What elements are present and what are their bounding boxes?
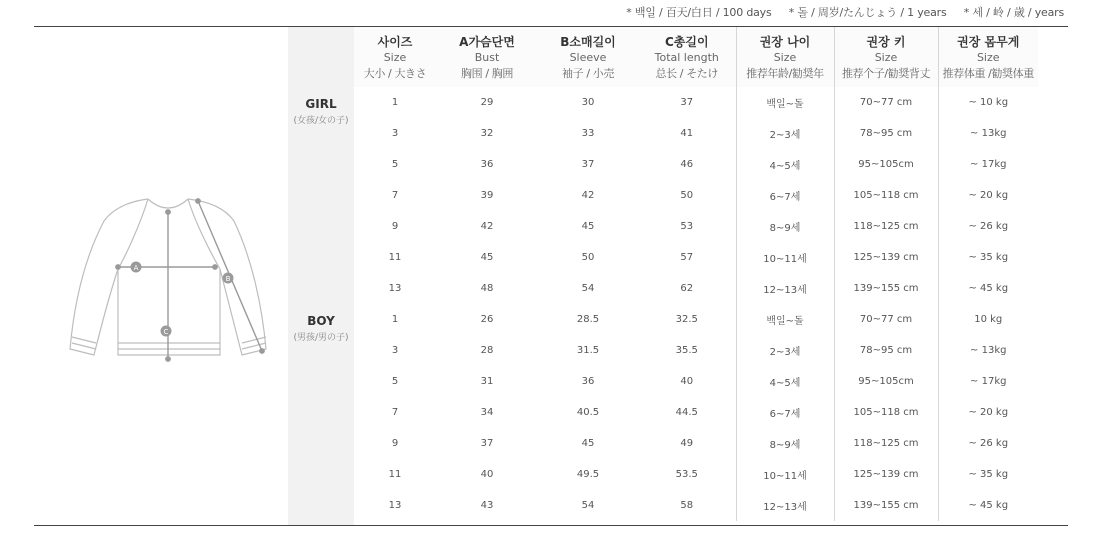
- svg-text:A: A: [133, 264, 139, 272]
- cell-size: 13: [388, 283, 402, 294]
- cell-recommended-height: 78~95 cm: [834, 335, 938, 366]
- cell-size: 11: [388, 469, 402, 480]
- table-row: [354, 366, 1038, 397]
- cell-size: 9: [391, 221, 399, 232]
- marker-c: [161, 326, 172, 337]
- cell-recommended-weight: ~ 13kg: [938, 335, 1038, 366]
- svg-text:B: B: [225, 275, 231, 283]
- cell-recommended-height: 139~155 cm: [834, 273, 938, 304]
- cell-recommended-weight: ~ 13kg: [938, 118, 1038, 149]
- cell-recommended-age: 12~13세: [736, 273, 834, 304]
- cell-total-length: 53: [680, 221, 694, 232]
- cell-size: 9: [391, 438, 399, 449]
- cell-sleeve: 30: [581, 97, 595, 108]
- cell-sleeve: 28.5: [576, 314, 600, 325]
- col-header-size: 사이즈 Size 大小 / 大きさ: [354, 27, 436, 87]
- cell-recommended-height: 70~77 cm: [834, 304, 938, 335]
- cell-size: 3: [391, 128, 399, 139]
- cell-recommended-age: 4~5세: [736, 366, 834, 397]
- cell-recommended-weight: ~ 45 kg: [938, 273, 1038, 304]
- cell-total-length: 35.5: [675, 345, 698, 356]
- cell-recommended-height: 95~105cm: [834, 149, 938, 180]
- table-row: [354, 273, 1038, 304]
- cell-total-length: 57: [680, 252, 694, 263]
- cell-recommended-height: 139~155 cm: [834, 490, 938, 521]
- col-header-sleeve: B소매길이 Sleeve 袖子 / 小売: [538, 27, 638, 87]
- cell-recommended-age: 10~11세: [736, 459, 834, 490]
- cell-sleeve: 45: [581, 221, 595, 232]
- cell-recommended-weight: ~ 45 kg: [938, 490, 1038, 521]
- note-100-days: * 백일 / 百天/白日 / 100 days: [626, 6, 772, 19]
- cell-recommended-weight: ~ 17kg: [938, 149, 1038, 180]
- cell-sleeve: 36: [581, 376, 595, 387]
- cell-recommended-height: 105~118 cm: [834, 180, 938, 211]
- table-row: [354, 242, 1038, 273]
- table-row: [354, 304, 1038, 335]
- cell-bust: 28: [480, 345, 494, 356]
- cell-bust: 26: [480, 314, 494, 325]
- cell-bust: 42: [480, 221, 494, 232]
- table-header-row: [354, 27, 1038, 87]
- col-header-bust: A가슴단면 Bust 胸围 / 胸囲: [436, 27, 538, 87]
- cell-size: 13: [388, 500, 402, 511]
- garment-measurement-illustration: [60, 185, 280, 375]
- cell-size: 11: [388, 252, 402, 263]
- cell-total-length: 40: [680, 376, 694, 387]
- cell-bust: 45: [480, 252, 494, 263]
- cell-sleeve: 54: [581, 500, 595, 511]
- cell-size: 5: [391, 159, 399, 170]
- cell-size: 5: [391, 376, 399, 387]
- cell-recommended-weight: ~ 35 kg: [938, 242, 1038, 273]
- cell-bust: 48: [480, 283, 494, 294]
- cell-recommended-age: 8~9세: [736, 428, 834, 459]
- table-row: [354, 490, 1038, 521]
- table-row: [354, 459, 1038, 490]
- cell-bust: 34: [480, 407, 494, 418]
- cell-total-length: 41: [680, 128, 694, 139]
- col-header-total-length: C총길이 Total length 总长 / そたけ: [638, 27, 736, 87]
- cell-sleeve: 37: [581, 159, 595, 170]
- size-legend-note: [612, 4, 1064, 20]
- cell-sleeve: 54: [581, 283, 595, 294]
- table-row: [354, 118, 1038, 149]
- col-header-recommended-age: 권장 나이 Size 推荐年龄/勧奨年: [736, 27, 834, 87]
- cell-total-length: 53.5: [675, 469, 698, 480]
- cell-bust: 32: [480, 128, 494, 139]
- svg-text:C: C: [163, 328, 169, 336]
- cell-bust: 31: [480, 376, 494, 387]
- cell-bust: 29: [480, 97, 494, 108]
- cell-total-length: 50: [680, 190, 694, 201]
- cell-recommended-weight: ~ 17kg: [938, 366, 1038, 397]
- cell-size: 1: [391, 314, 399, 325]
- cell-recommended-height: 105~118 cm: [834, 397, 938, 428]
- cell-size: 1: [391, 97, 399, 108]
- cell-recommended-age: 10~11세: [736, 242, 834, 273]
- cell-bust: 39: [480, 190, 494, 201]
- table-row: [354, 87, 1038, 118]
- cell-recommended-weight: ~ 35 kg: [938, 459, 1038, 490]
- group-name: BOY: [307, 314, 335, 328]
- group-label-girl: [288, 97, 354, 126]
- cell-recommended-weight: ~ 10 kg: [938, 87, 1038, 118]
- cell-bust: 37: [480, 438, 494, 449]
- col-header-recommended-height: 권장 키 Size 推荐个子/勧奨背丈: [834, 27, 938, 87]
- cell-total-length: 58: [680, 500, 694, 511]
- cell-bust: 36: [480, 159, 494, 170]
- cell-recommended-age: 백일~돌: [736, 304, 834, 335]
- cell-recommended-age: 4~5세: [736, 149, 834, 180]
- cell-bust: 40: [480, 469, 494, 480]
- cell-recommended-height: 78~95 cm: [834, 118, 938, 149]
- table-row: [354, 149, 1038, 180]
- marker-b: [223, 273, 234, 284]
- note-1-year: * 돌 / 周岁/たんじょう / 1 years: [788, 6, 947, 19]
- cell-recommended-age: 6~7세: [736, 397, 834, 428]
- size-table-body: [354, 87, 1038, 521]
- cell-recommended-height: 95~105cm: [834, 366, 938, 397]
- cell-total-length: 32.5: [675, 314, 698, 325]
- cell-recommended-weight: ~ 20 kg: [938, 180, 1038, 211]
- cell-sleeve: 42: [581, 190, 595, 201]
- table-row: [354, 180, 1038, 211]
- cell-total-length: 62: [680, 283, 694, 294]
- cell-recommended-age: 12~13세: [736, 490, 834, 521]
- bottom-rule: [34, 525, 1068, 526]
- cell-size: 7: [391, 190, 399, 201]
- cell-sleeve: 40.5: [576, 407, 600, 418]
- cell-recommended-age: 2~3세: [736, 335, 834, 366]
- cell-recommended-weight: 10 kg: [938, 304, 1038, 335]
- cell-sleeve: 50: [581, 252, 595, 263]
- cell-sleeve: 49.5: [576, 469, 600, 480]
- cell-recommended-height: 125~139 cm: [834, 242, 938, 273]
- cell-recommended-height: 118~125 cm: [834, 428, 938, 459]
- cell-recommended-age: 6~7세: [736, 180, 834, 211]
- cell-recommended-weight: ~ 26 kg: [938, 211, 1038, 242]
- table-row: [354, 428, 1038, 459]
- cell-total-length: 49: [680, 438, 694, 449]
- table-row: [354, 335, 1038, 366]
- col-header-recommended-weight: 권장 몸무게 Size 推荐体重 /勧奨体重: [938, 27, 1038, 87]
- cell-recommended-age: 8~9세: [736, 211, 834, 242]
- group-label-boy: [288, 314, 354, 343]
- cell-sleeve: 33: [581, 128, 595, 139]
- cell-size: 3: [391, 345, 399, 356]
- cell-total-length: 44.5: [675, 407, 698, 418]
- group-name: GIRL: [305, 97, 337, 111]
- group-sub: (男孩/男の子): [293, 333, 349, 343]
- cell-sleeve: 31.5: [576, 345, 600, 356]
- group-sub: (女孩/女の子): [293, 116, 349, 126]
- marker-a: [131, 262, 142, 273]
- table-row: [354, 211, 1038, 242]
- cell-recommended-age: 백일~돌: [736, 87, 834, 118]
- size-chart-table: [354, 27, 1038, 521]
- note-years: * 세 / 岭 / 歳 / years: [963, 6, 1064, 19]
- cell-recommended-height: 118~125 cm: [834, 211, 938, 242]
- cell-bust: 43: [480, 500, 494, 511]
- cell-recommended-height: 125~139 cm: [834, 459, 938, 490]
- cell-sleeve: 45: [581, 438, 595, 449]
- cell-recommended-age: 2~3세: [736, 118, 834, 149]
- cell-recommended-height: 70~77 cm: [834, 87, 938, 118]
- cell-size: 7: [391, 407, 399, 418]
- cell-total-length: 37: [680, 97, 694, 108]
- cell-total-length: 46: [680, 159, 694, 170]
- cell-recommended-weight: ~ 26 kg: [938, 428, 1038, 459]
- table-row: [354, 397, 1038, 428]
- cell-recommended-weight: ~ 20 kg: [938, 397, 1038, 428]
